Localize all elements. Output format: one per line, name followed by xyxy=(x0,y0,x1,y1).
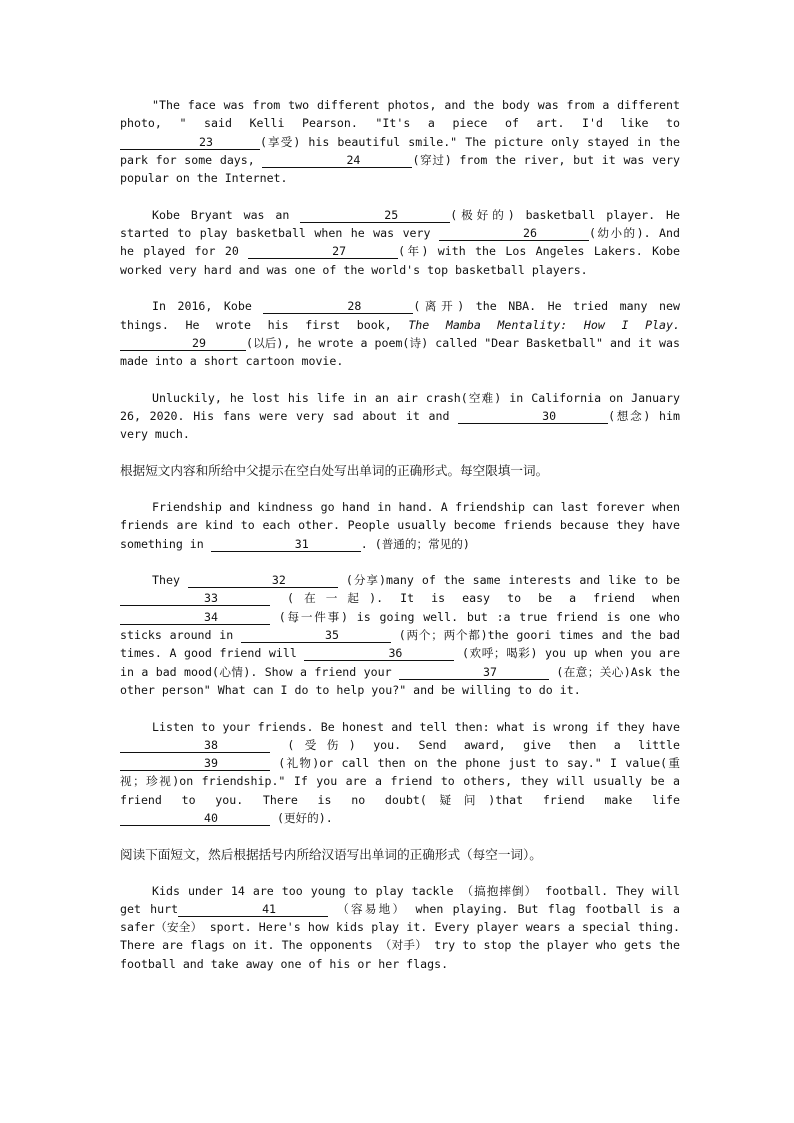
blank-number: 41 xyxy=(262,901,277,916)
blank-25[interactable] xyxy=(300,208,450,223)
blank-33[interactable] xyxy=(120,591,270,606)
text: （容易地） when playing. But flag football is a safer（安全） sport. Here's how kids play it. Every player wears a special thing. There are flags on it. The opponents （对手） try to stop the player who gets the football and take away one of his or her flags. xyxy=(120,901,681,971)
text: (离开) the NBA. He tried many new things. He wrote his first book, xyxy=(120,299,680,332)
kobe-paragraph-1 xyxy=(120,96,680,187)
text: (以后), he wrote a poem(诗) called "Dear Basketball" and it was made into a short cartoon movie. xyxy=(120,335,680,369)
blank-number: 28 xyxy=(347,299,362,314)
text: . (普通的；常见的) xyxy=(360,536,470,551)
blank-number: 23 xyxy=(199,134,213,149)
blank-23[interactable] xyxy=(120,135,260,150)
blank-number: 31 xyxy=(294,536,309,551)
blank-number: 38 xyxy=(204,737,218,752)
kobe-paragraph-2 xyxy=(120,206,680,279)
blank-number: 36 xyxy=(388,646,403,661)
blank-number: 37 xyxy=(482,664,497,679)
blank-31[interactable] xyxy=(211,537,361,552)
blank-number: 39 xyxy=(204,756,218,771)
text: (在意；关心)Ask the other person" What can I do to help you?" and be willing to do it. xyxy=(120,664,681,697)
blank-37[interactable] xyxy=(399,665,549,680)
blank-24[interactable] xyxy=(262,153,412,168)
text: (极好的) basketball player. He started to play basketball when he was very xyxy=(120,207,680,241)
blank-34[interactable] xyxy=(120,610,270,625)
blank-28[interactable] xyxy=(263,299,413,314)
blank-number: 30 xyxy=(542,409,557,424)
blank-number: 35 xyxy=(325,628,339,643)
text: (穿过) from the river, but it was very popular on the Internet. xyxy=(120,152,680,186)
flag-football-paragraph xyxy=(120,882,680,973)
text: (礼物)or call then on the phone just to say." I value(重视；珍视)on friendship." If you are a friend to others, they will usually be a friend to you. There is no doubt(疑问)that friend make life xyxy=(120,756,680,807)
blank-30[interactable] xyxy=(458,409,608,424)
blank-26[interactable] xyxy=(439,226,589,241)
book-title: The Mamba Mentality: How I Play. xyxy=(408,317,680,332)
text: (更好的). xyxy=(270,810,333,825)
text: In 2016, Kobe xyxy=(152,299,264,314)
text: (年) with the Los Angeles Lakers. Kobe worked very hard and was one of the world's top basketball players. xyxy=(120,244,680,277)
text: (分享)many of the same interests and like to be xyxy=(337,573,680,588)
text: "The face was from two different photos, and the body was from a different photo, " said Kelli Pearson. "It's a piece of art. I'd like to xyxy=(120,98,680,131)
text: They xyxy=(152,573,188,588)
text: Listen to your friends. Be honest and tell then: what is wrong if they have xyxy=(152,719,680,734)
text: (每一件事) is going well. but :a true friend is one who sticks around in xyxy=(120,609,680,643)
text: (欢呼；喝彩) you up when you are in a bad mood(心情). Show a friend your xyxy=(120,646,680,679)
text: Kids under 14 are too young to play tackle （搞抱摔倒） football. They will get hurt xyxy=(120,883,680,916)
kobe-paragraph-3 xyxy=(120,297,680,370)
blank-32[interactable] xyxy=(188,573,338,588)
blank-35[interactable] xyxy=(241,628,391,643)
text: (在一起). It is easy to be a friend when xyxy=(270,591,680,606)
friendship-paragraph-2 xyxy=(120,571,680,699)
blank-number: 27 xyxy=(332,244,347,259)
blank-39[interactable] xyxy=(120,756,270,771)
friendship-paragraph-3 xyxy=(120,718,680,828)
blank-number: 33 xyxy=(204,591,218,606)
kobe-paragraph-4 xyxy=(120,389,680,444)
worksheet-page xyxy=(120,96,680,991)
blank-number: 24 xyxy=(346,152,361,167)
text: Friendship and kindness go hand in hand. A friendship can last forever when friends are kind to each other. People usually become friends because they have something in xyxy=(120,499,680,551)
blank-29[interactable] xyxy=(120,336,246,351)
blank-38[interactable] xyxy=(120,738,270,753)
friendship-paragraph-1 xyxy=(120,498,680,553)
instruction-heading-1: 根据短文内容和所给中父提示在空白处写出单词的正确形式。每空限填一词。 xyxy=(120,462,549,478)
blank-36[interactable] xyxy=(304,646,454,661)
text: Kobe Bryant was an xyxy=(152,207,301,222)
instruction-heading-2: 阅读下面短文，然后根据括号内所给汉语写出单词的正确形式（每空一词）。 xyxy=(120,846,542,862)
blank-number: 25 xyxy=(384,207,399,222)
blank-number: 40 xyxy=(204,810,218,825)
text: Unluckily, he lost his life in an air crash(空难) in California on January 26, 2020. His fans were very sad about it and xyxy=(120,390,680,424)
blank-number: 26 xyxy=(522,226,537,241)
text: (两个；两个都)the goori times and the bad times. A good friend will xyxy=(120,628,680,661)
blank-number: 32 xyxy=(271,573,286,588)
blank-number: 29 xyxy=(192,335,206,350)
blank-27[interactable] xyxy=(248,244,398,259)
text: (幼小的). And he played for 20 xyxy=(120,226,680,259)
blank-41[interactable] xyxy=(178,902,328,917)
text: (享受) his beautiful smile." The picture only stayed in the park for some days, xyxy=(120,134,680,167)
blank-40[interactable] xyxy=(120,811,270,826)
text: (受伤) you. Send award, give then a little xyxy=(270,737,680,752)
blank-number: 34 xyxy=(204,609,218,624)
text: (想念) him very much. xyxy=(120,409,680,442)
